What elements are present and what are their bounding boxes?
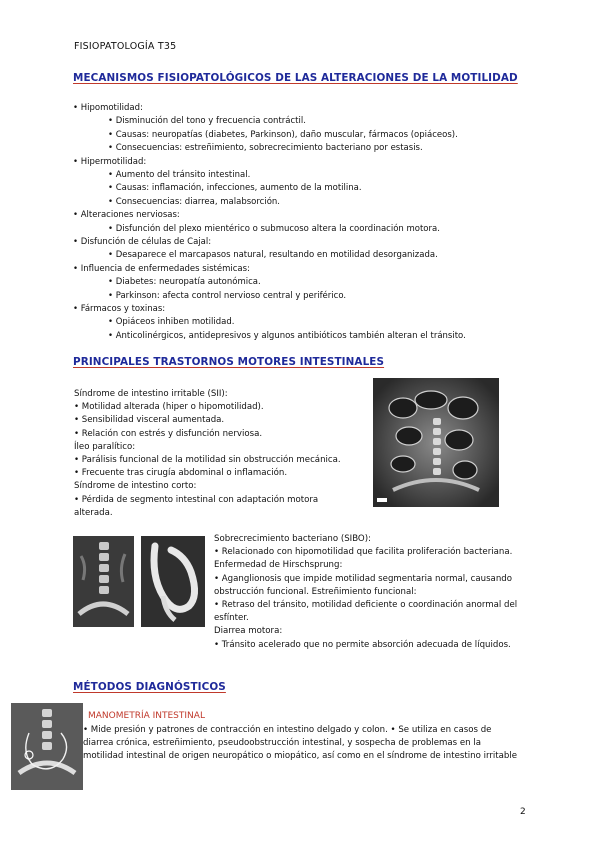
mechanism-category-label: • Disfunción de células de Cajal: — [73, 237, 212, 247]
section-title-disorders: PRINCIPALES TRASTORNOS MOTORES INTESTINALES — [73, 356, 385, 368]
text-line: alterada. — [74, 507, 113, 518]
text-line: esfínter. — [214, 613, 249, 624]
mechanism-category-label: • Alteraciones nerviosas: — [73, 210, 180, 221]
abdominal-xray-image — [373, 378, 499, 507]
spine-xray-image — [73, 536, 134, 627]
text-line: • Relación con estrés y disfunción nerviosa. — [74, 428, 263, 439]
text-line: • Motilidad alterada (hiper o hipomotilidad). — [74, 402, 264, 413]
text-line: Sobrecrecimiento bacteriano (SIBO): — [214, 534, 371, 544]
mechanism-detail-line: • Desaparece el marcapasos natural, resultando en motilidad desorganizada. — [108, 250, 438, 261]
text-line: Enfermedad de Hirschsprung: — [214, 560, 343, 571]
mechanism-category-label: • Influencia de enfermedades sistémicas: — [73, 263, 250, 274]
page-header-title: FISIOPATOLOGÍA T35 — [74, 41, 177, 52]
mechanism-detail-line: • Consecuencias: diarrea, malabsorción. — [108, 196, 280, 207]
text-line: • Pérdida de segmento intestinal con adaptación motora — [74, 494, 319, 505]
mechanism-category-label: • Fármacos y toxinas: — [73, 304, 166, 314]
text-line: • Relacionado con hipomotilidad que facilita proliferación bacteriana. — [214, 547, 513, 558]
section-title-diagnostics: MÉTODOS DIAGNÓSTICOS — [73, 681, 226, 693]
mechanism-detail-line: • Disminución del tono y frecuencia contráctil. — [108, 116, 306, 127]
text-line: • Retraso del tránsito, motilidad deficiente o coordinación anormal del — [214, 600, 518, 611]
text-line: • Tránsito acelerado que no permite absorción adecuada de líquidos. — [214, 639, 511, 650]
text-line: • Aganglionosis que impide motilidad segmentaria normal, causando — [214, 573, 512, 584]
mechanism-detail-line: • Parkinson: afecta control nervioso central y periférico. — [108, 290, 347, 301]
mechanism-category-label: • Hipomotilidad: — [73, 103, 143, 113]
text-line: • Mide presión y patrones de contracción en intestino delgado y colon. • Se utiliza en casos de — [83, 725, 492, 735]
text-line: • Parálisis funcional de la motilidad sin obstrucción mecánica. — [74, 455, 341, 466]
mechanism-detail-line: • Opiáceos inhiben motilidad. — [108, 317, 235, 328]
section-title-mechanisms: MECANISMOS FISIOPATOLÓGICOS DE LAS ALTERACIONES DE LA MOTILIDAD — [73, 72, 518, 84]
mechanism-detail-line: • Disfunción del plexo mientérico o submucoso altera la coordinación motora. — [108, 223, 440, 234]
mechanism-category-label: • Hipermotilidad: — [73, 156, 147, 167]
manometry-description — [83, 724, 517, 764]
manometry-subtitle: MANOMETRÍA INTESTINAL — [88, 711, 205, 721]
text-line: • Frecuente tras cirugía abdominal o inflamación. — [74, 468, 288, 479]
text-line: Íleo paralítico: — [74, 441, 136, 452]
disorders-right-column — [214, 533, 517, 652]
mechanism-detail-line: • Consecuencias: estreñimiento, sobrecrecimiento bacteriano por estasis. — [108, 143, 423, 154]
disorders-left-column — [74, 388, 341, 520]
mechanism-detail-line: • Diabetes: neuropatía autonómica. — [108, 277, 261, 288]
mechanism-detail-line: • Anticolinérgicos, antidepresivos y algunos antibióticos también alteran el tránsito. — [108, 330, 466, 341]
text-line: motilidad intestinal de origen neuropático o miopático, así como en el síndrome de intestino irritable — [83, 751, 518, 762]
text-line: Síndrome de intestino corto: — [74, 481, 197, 492]
mechanism-detail-line: • Causas: neuropatías (diabetes, Parkinson), daño muscular, fármacos (opiáceos). — [108, 129, 458, 140]
colon-contrast-xray-image — [141, 536, 205, 627]
text-line: diarrea crónica, estreñimiento, pseudoobstrucción intestinal, y sospecha de problemas en la — [83, 738, 481, 749]
text-line: Diarrea motora: — [214, 626, 283, 637]
text-line: obstrucción funcional. Estreñimiento funcional: — [214, 586, 417, 597]
mechanism-detail-line: • Causas: inflamación, infecciones, aumento de la motilina. — [108, 183, 362, 194]
text-line: Síndrome de intestino irritable (SII): — [74, 389, 228, 399]
manometry-xray-image — [11, 703, 83, 790]
mechanism-detail-line: • Aumento del tránsito intestinal. — [108, 170, 251, 180]
text-line: • Sensibilidad visceral aumentada. — [74, 415, 225, 426]
page-number: 2 — [520, 807, 526, 817]
